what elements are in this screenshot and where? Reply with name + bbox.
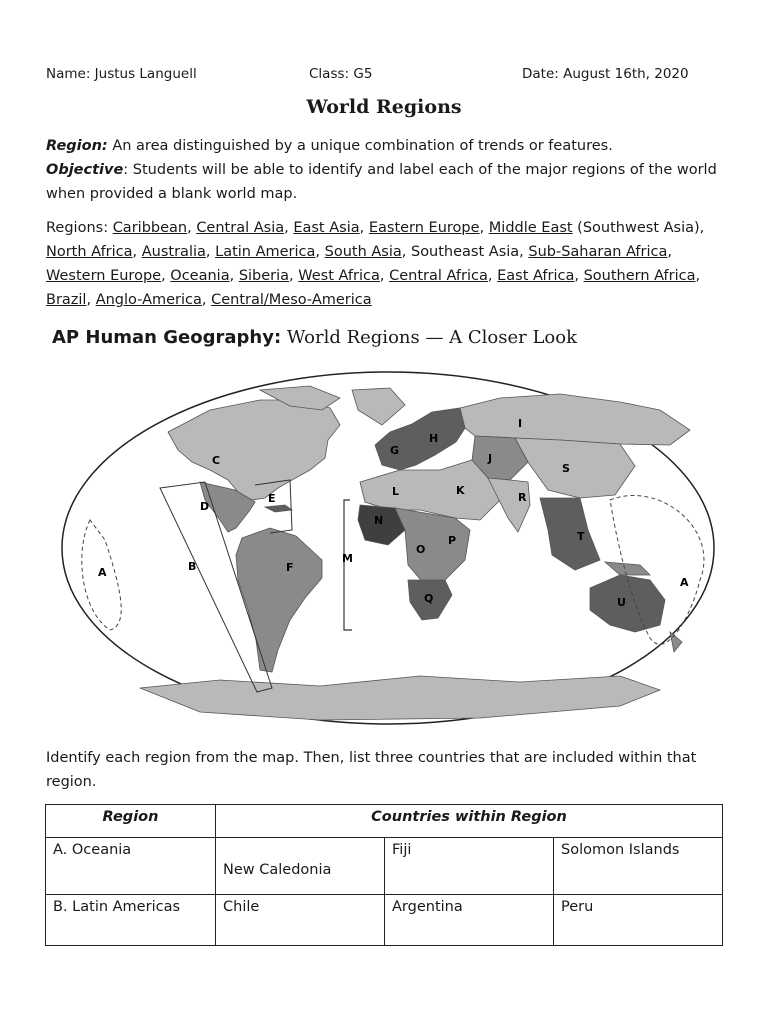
table-header-region: Region bbox=[46, 805, 216, 838]
region-list-item: Anglo-America bbox=[95, 292, 202, 308]
region-term: Region: bbox=[46, 138, 108, 154]
table-cell-country[interactable]: Chile bbox=[216, 895, 385, 946]
region-antarctica bbox=[140, 676, 660, 720]
map-label-e: E bbox=[268, 492, 276, 505]
map-label-l: L bbox=[392, 485, 400, 498]
region-list-item: South Asia bbox=[324, 244, 402, 260]
map-label-i: I bbox=[518, 417, 523, 430]
map-title bbox=[52, 327, 577, 348]
map-title-rest: World Regions — A Closer Look bbox=[281, 327, 578, 348]
definition-block bbox=[46, 134, 726, 206]
map-label-p: P bbox=[448, 534, 457, 547]
map-label-g: G bbox=[390, 444, 400, 457]
map-label-s: S bbox=[562, 462, 570, 475]
table-cell-country[interactable] bbox=[216, 838, 385, 895]
map-title-bold: AP Human Geography: bbox=[52, 327, 282, 348]
table-cell-country[interactable]: Peru bbox=[554, 895, 723, 946]
table-cell-region: B. Latin Americas bbox=[46, 895, 216, 946]
date-label: Date: August 16th, 2020 bbox=[522, 66, 689, 82]
table-cell-region: A. Oceania bbox=[46, 838, 216, 895]
region-new-zealand bbox=[670, 632, 682, 652]
instructions: Identify each region from the map. Then, list three countries that are included within that region. bbox=[46, 750, 697, 790]
map-label-d: D bbox=[200, 500, 210, 513]
regions-table bbox=[45, 804, 723, 946]
world-map bbox=[60, 370, 720, 730]
map-label-b: B bbox=[188, 560, 197, 573]
objective bbox=[46, 158, 726, 206]
regions-list bbox=[46, 216, 726, 312]
objective-term: Objective bbox=[46, 162, 124, 178]
table-row bbox=[46, 895, 723, 946]
region-list-item: East Africa bbox=[497, 268, 575, 284]
map-label-k: K bbox=[456, 484, 465, 497]
region-list-item: Central/Meso-America bbox=[211, 292, 372, 308]
page-title: World Regions bbox=[306, 96, 462, 118]
region-list-item: West Africa bbox=[298, 268, 380, 284]
regions-items: Caribbean, Central Asia, East Asia, Eastern Europe, Middle East (Southwest Asia), North Africa, Australia, Latin America, South Asia, Southeast Asia, Sub-Saharan Africa, Western Europe, Oceania, Siberia, West Africa, Central Africa, East Africa, Southern Africa, Brazil, Anglo-America, Central/Meso-America bbox=[46, 220, 705, 308]
region-list-item: Eastern Europe bbox=[368, 220, 480, 236]
objective-text: : Students will be able to identify and label each of the major regions of the world when provided a blank world map. bbox=[46, 162, 717, 202]
region-list-item: Siberia bbox=[238, 268, 290, 284]
table-cell-country[interactable]: Argentina bbox=[385, 895, 554, 946]
map-label-a: A bbox=[98, 566, 107, 579]
map-label-t: T bbox=[577, 530, 585, 543]
region-list-item: Latin America bbox=[215, 244, 316, 260]
map-label-f: F bbox=[286, 561, 294, 574]
map-label-q: Q bbox=[424, 592, 434, 605]
region-list-item: Caribbean bbox=[112, 220, 188, 236]
table-cell-country[interactable]: Solomon Islands bbox=[554, 838, 723, 895]
map-label-c: C bbox=[212, 454, 221, 467]
region-list-item: Southeast Asia bbox=[410, 244, 520, 260]
region-list-item: Sub-Saharan Africa bbox=[528, 244, 668, 260]
region-list-item: East Asia bbox=[293, 220, 360, 236]
region-list-item: Western Europe bbox=[46, 268, 162, 284]
table-header-countries: Countries within Region bbox=[216, 805, 723, 838]
map-label-m: M bbox=[342, 552, 353, 565]
region-list-item: Australia bbox=[141, 244, 206, 260]
table-cell-country-text: New Caledonia bbox=[223, 862, 332, 878]
student-name: Name: Justus Languell bbox=[46, 66, 197, 82]
map-label-o: O bbox=[416, 543, 426, 556]
region-list-item: Middle East bbox=[488, 220, 573, 236]
region-list-item: North Africa bbox=[46, 244, 133, 260]
region-list-item: Brazil bbox=[46, 292, 87, 308]
class-label: Class: G5 bbox=[309, 66, 373, 82]
table-row bbox=[46, 838, 723, 895]
map-label-n: N bbox=[374, 514, 384, 527]
map-label-r: R bbox=[518, 491, 527, 504]
region-definition bbox=[46, 134, 726, 158]
region-list-item: Central Africa bbox=[389, 268, 488, 284]
regions-prefix: Regions: bbox=[46, 220, 113, 236]
table-header-row bbox=[46, 805, 723, 838]
map-label-a: A bbox=[680, 576, 689, 589]
map-label-h: H bbox=[429, 432, 439, 445]
region-list-item: Oceania bbox=[170, 268, 230, 284]
region-list-item: Southern Africa bbox=[583, 268, 696, 284]
map-label-u: U bbox=[617, 596, 626, 609]
region-text: An area distinguished by a unique combination of trends or features. bbox=[107, 138, 613, 154]
map-label-j: J bbox=[488, 452, 493, 465]
region-list-item: Central Asia bbox=[196, 220, 285, 236]
table-cell-country[interactable]: Fiji bbox=[385, 838, 554, 895]
